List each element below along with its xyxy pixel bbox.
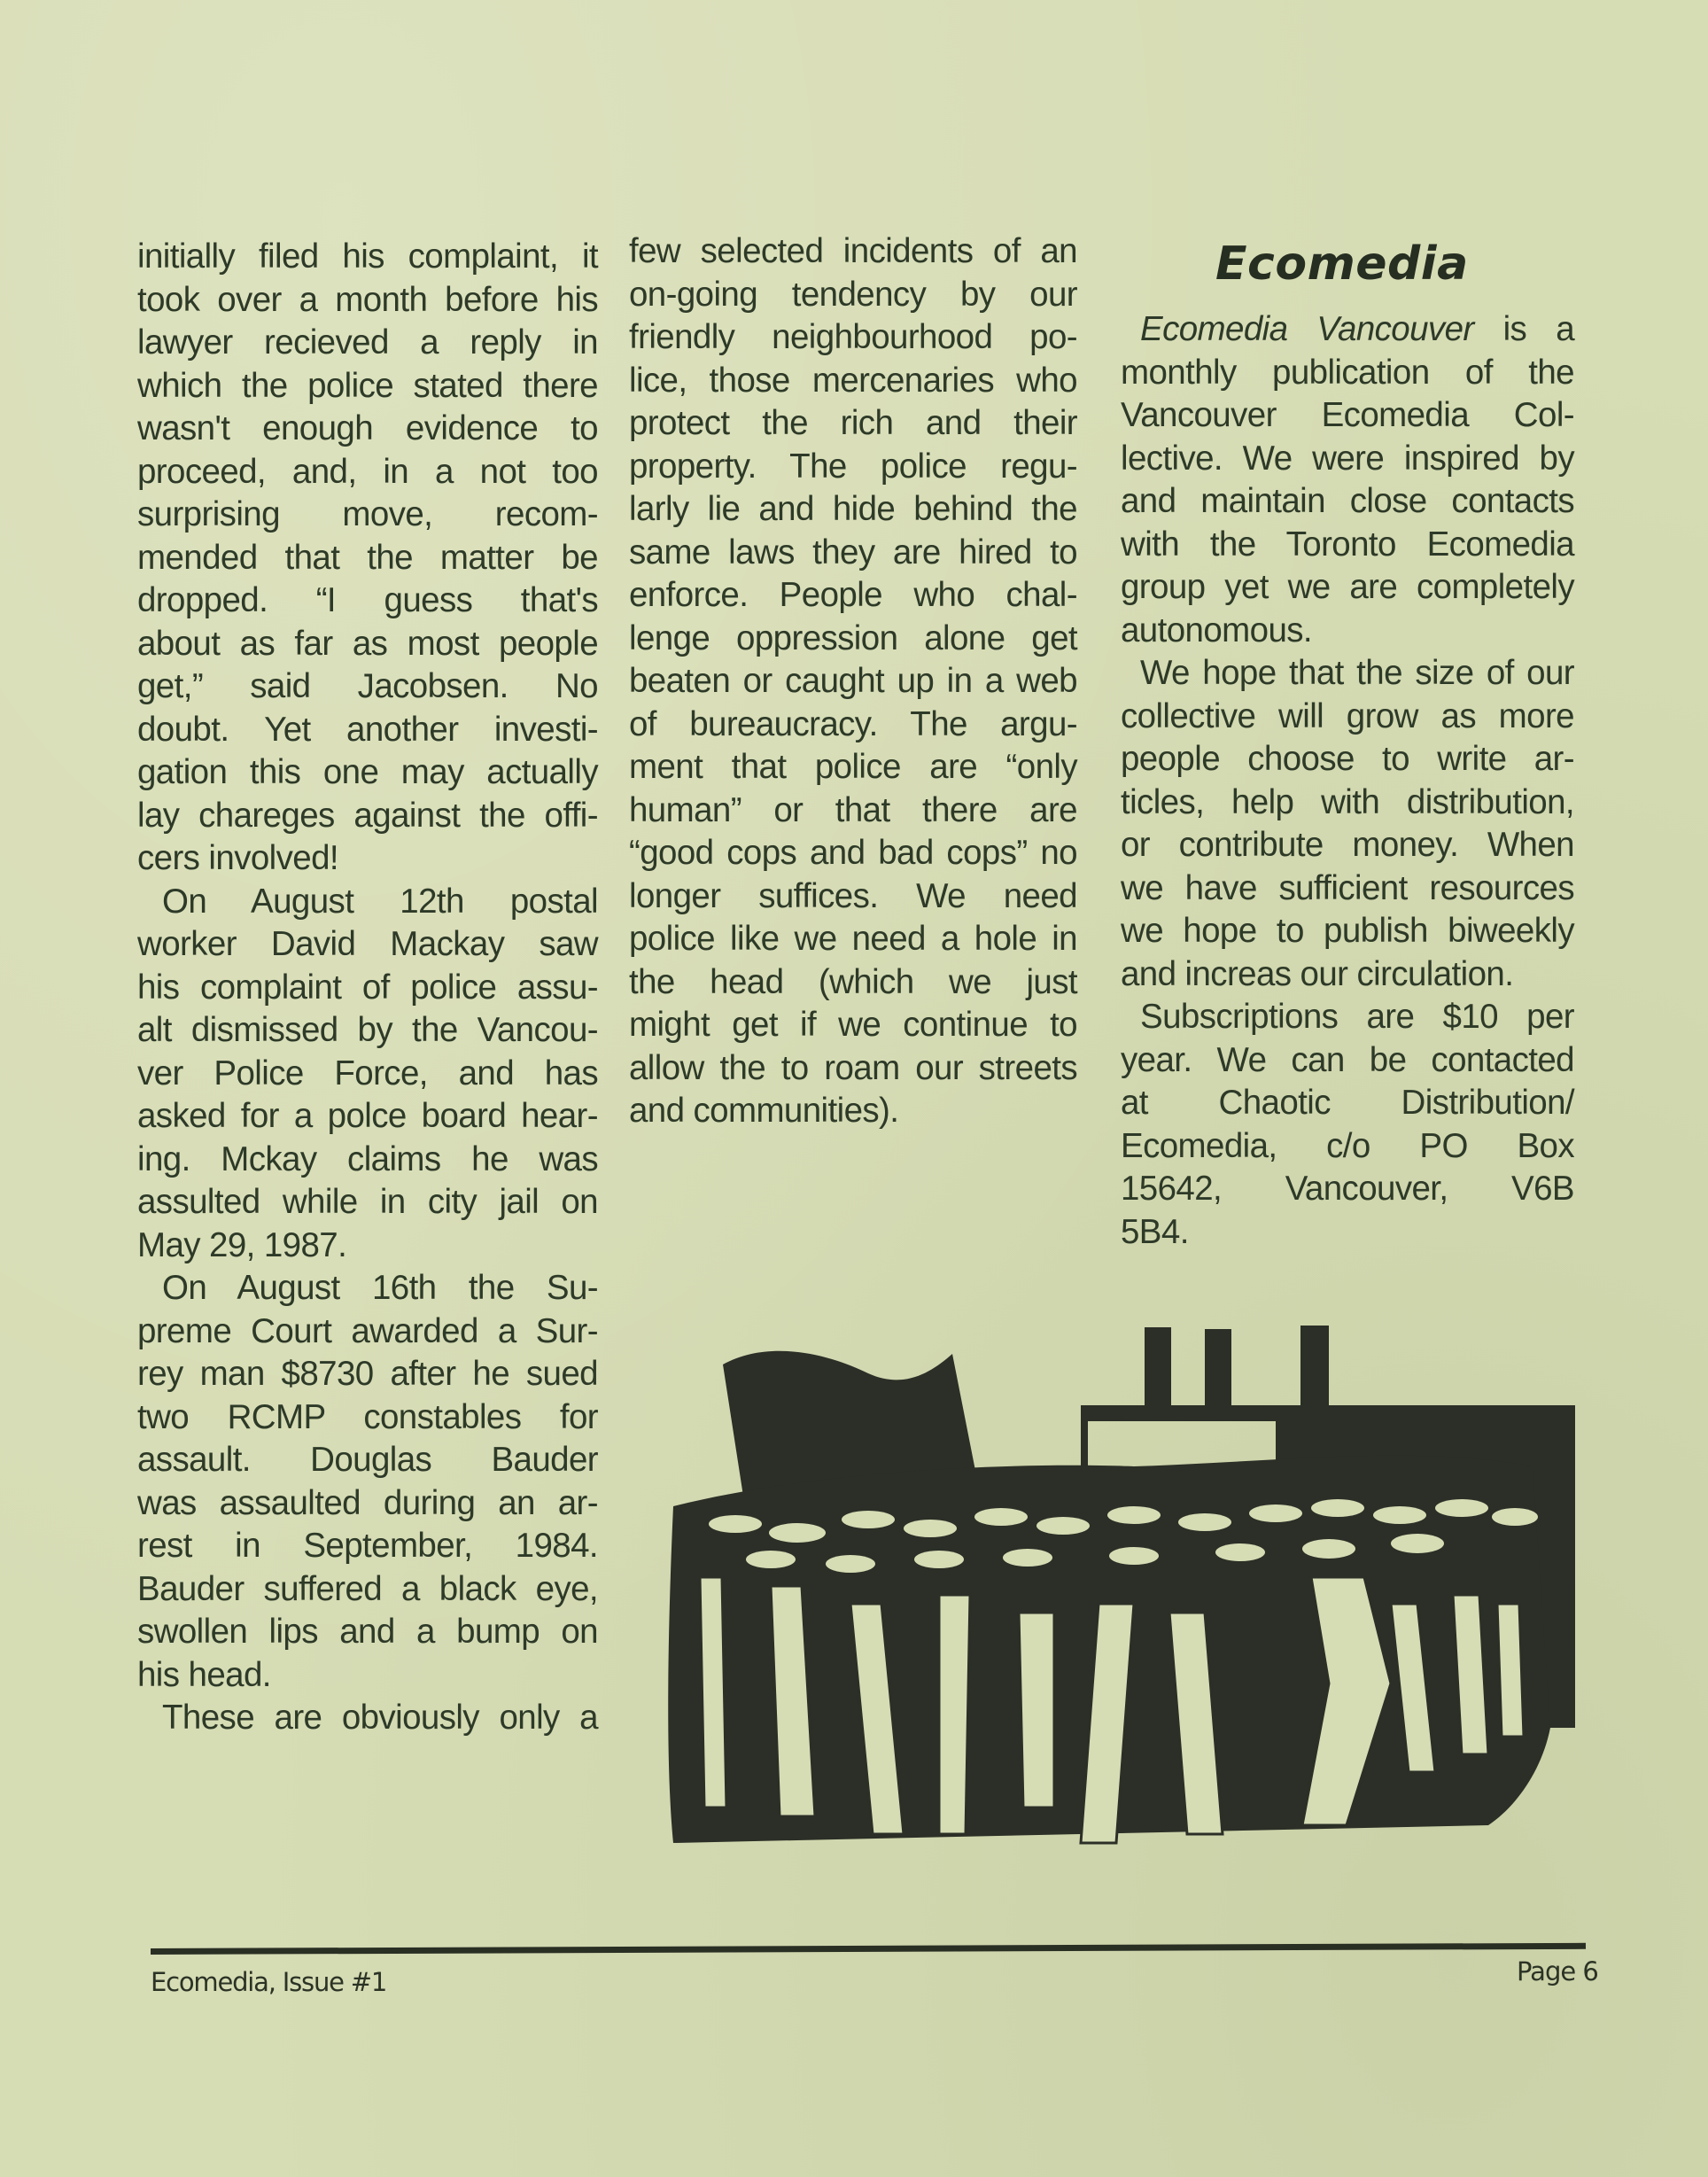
section-heading: Ecomedia (1215, 237, 1469, 291)
text-line: initially filed his complaint, it (137, 237, 598, 276)
text-line: gation this one may actually (137, 753, 598, 791)
text-line: lawyer recieved a reply in (137, 323, 598, 362)
text-line: 5B4. (1121, 1212, 1189, 1251)
text-line: protect the rich and their (629, 404, 1077, 442)
text-line: Ecomedia, c/o PO Box (1121, 1126, 1574, 1165)
text-line: with the Toronto Ecomedia (1121, 525, 1574, 564)
text-line: took over a month before his (137, 280, 598, 319)
text-line: group yet we are completely (1121, 568, 1574, 606)
text-line: These are obviously only a (162, 1699, 598, 1737)
text-line: ticles, help with distribution, (1121, 782, 1574, 821)
text-line: “good cops and bad cops” no (629, 834, 1077, 872)
article-column-3 (1121, 308, 1574, 1254)
text-line: year. We can be contacted (1121, 1040, 1574, 1079)
text-line: longer suffices. We need (629, 876, 1077, 915)
text-line: monthly publication of the (1121, 353, 1574, 392)
text-line: wasn't enough evidence to (137, 409, 598, 447)
page-number: Page 6 (1517, 1956, 1598, 1987)
text-line: we hope to publish biweekly (1121, 912, 1574, 950)
text-line: ing. Mckay claims he was (137, 1139, 598, 1178)
smokestack (1145, 1327, 1171, 1416)
article-column-1 (137, 236, 598, 1740)
text-line: May 29, 1987. (137, 1225, 347, 1264)
marching-workers-woodcut-icon (638, 1311, 1595, 1870)
text-line: few selected incidents of an (629, 232, 1077, 270)
text-line: police like we need a hole in (629, 920, 1077, 958)
text-line: allow the to roam our streets (629, 1048, 1077, 1087)
text-line: mended that the matter be (137, 538, 598, 577)
text-line: On August 12th postal (162, 882, 598, 921)
text-line: might get if we continue to (629, 1006, 1077, 1044)
text-line: at Chaotic Distribution/ (1121, 1084, 1574, 1122)
text-line: ment that police are “only (629, 748, 1077, 786)
text-line: larly lie and hide behind the (629, 490, 1077, 528)
text-fragment: is a (1473, 310, 1575, 348)
text-line: get,” said Jacobsen. No (137, 667, 598, 705)
text-line: assulted while in city jail on (137, 1183, 598, 1221)
text-line: was assaulted during an ar- (137, 1483, 598, 1522)
text-line: We hope that the size of our (1140, 654, 1574, 692)
text-line: surprising move, recom- (137, 495, 598, 533)
footer-rule (151, 1943, 1586, 1955)
text-line: 15642, Vancouver, V6B (1121, 1170, 1574, 1208)
text-line: cers involved! (137, 839, 338, 877)
text-line: Bauder suffered a black eye, (137, 1569, 598, 1608)
text-line: alt dismissed by the Vancou- (137, 1011, 598, 1049)
text-line: on-going tendency by our (629, 275, 1077, 314)
text-line: ver Police Force, and has (137, 1054, 598, 1092)
text-line: beaten or caught up in a web (629, 662, 1077, 700)
text-line: about as far as most people (137, 624, 598, 663)
text-line: swollen lips and a bump on (137, 1613, 598, 1651)
smokestack (1300, 1326, 1329, 1418)
text-line: lice, those mercenaries who (629, 361, 1077, 400)
text-line: his head. (137, 1655, 271, 1694)
text-line: two RCMP constables for (137, 1397, 598, 1436)
text-line: Subscriptions are $10 per (1140, 998, 1574, 1036)
text-line: doubt. Yet another investi- (137, 710, 598, 749)
text-line: Vancouver Ecomedia Col- (1121, 396, 1574, 434)
text-line: asked for a polce board hear- (137, 1097, 598, 1135)
text-line: the head (which we just (629, 962, 1077, 1001)
text-line: autonomous. (1121, 610, 1312, 649)
text-line: human” or that there are (629, 790, 1077, 829)
text-line: or contribute money. When (1121, 826, 1574, 864)
text-line: his complaint of police assu- (137, 968, 598, 1007)
text-line: collective will grow as more (1121, 696, 1574, 735)
text-line: and communities). (629, 1092, 899, 1130)
text-line: friendly neighbourhood po- (629, 318, 1077, 356)
text-line: proceed, and, in a not too (137, 452, 598, 491)
text-line: lenge oppression alone get (629, 618, 1077, 657)
text-line: rey man $8730 after he sued (137, 1355, 598, 1393)
text-line: people choose to write ar- (1121, 740, 1574, 778)
text-line: property. The police regu- (629, 447, 1077, 486)
text-line (1121, 308, 1574, 352)
text-line: assault. Douglas Bauder (137, 1441, 598, 1479)
publication-name: Ecomedia Vancouver (1140, 310, 1474, 348)
smokestack (1205, 1329, 1231, 1418)
text-line: preme Court awarded a Sur- (137, 1311, 598, 1350)
marching-workers-illustration (638, 1311, 1595, 1870)
publication-issue: Ecomedia, Issue #1 (151, 1967, 387, 1997)
text-line: dropped. “I guess that's (137, 581, 598, 619)
text-line: lective. We were inspired by (1121, 439, 1574, 478)
text-line: lay chareges against the offi- (137, 796, 598, 835)
text-line: On August 16th the Su- (162, 1269, 598, 1307)
text-line: worker David Mackay saw (137, 925, 598, 963)
text-line: same laws they are hired to (629, 533, 1077, 571)
text-line: rest in September, 1984. (137, 1527, 598, 1565)
text-line: which the police stated there (137, 366, 598, 405)
article-column-2 (629, 230, 1077, 1133)
text-line: enforce. People who chal- (629, 576, 1077, 614)
text-line: and increas our circulation. (1121, 954, 1514, 993)
text-line: and maintain close contacts (1121, 482, 1574, 520)
text-line: we have sufficient resources (1121, 868, 1574, 907)
text-line: of bureaucracy. The argu- (629, 704, 1077, 743)
